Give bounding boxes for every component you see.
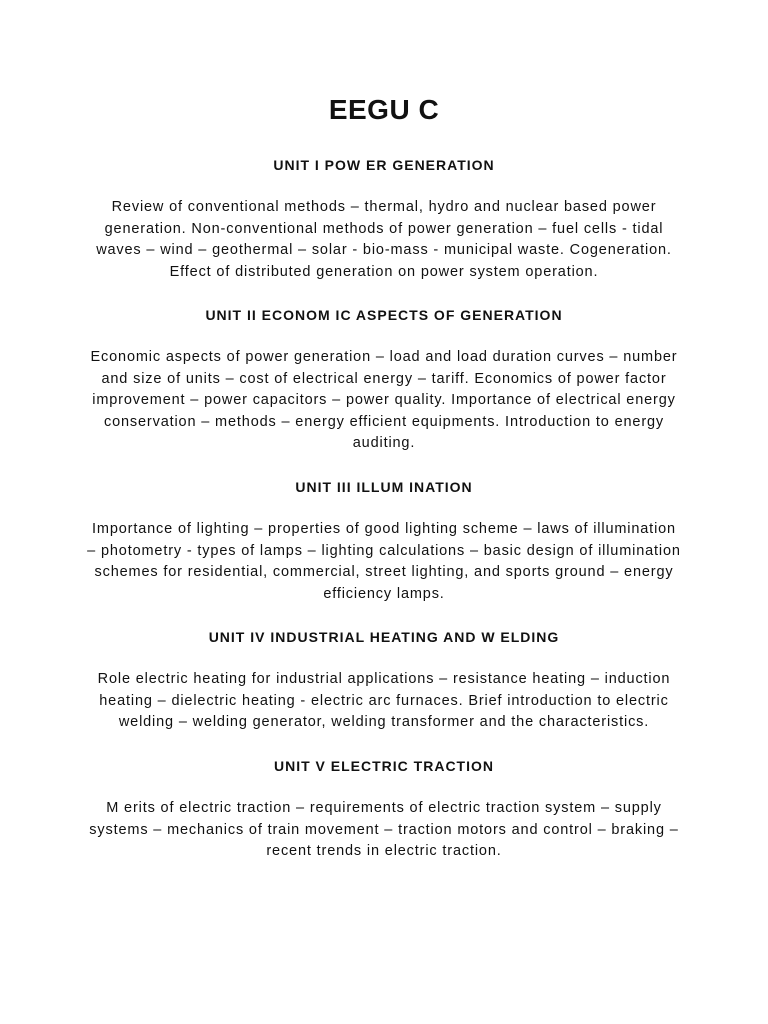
text-line: conservation – methods – energy efficient equipments. Introduction to energy (103, 413, 665, 430)
text-line: and size of units – cost of electrical energy – tariff. Economics of power factor (101, 370, 667, 387)
text-line: generation. Non-conventional methods of power generation – fuel cells - tidal (104, 220, 664, 237)
text-line: heating – dielectric heating - electric arc furnaces. Brief introduction to electric (99, 692, 669, 709)
text-line: Role electric heating for industrial applications – resistance heating – induction (97, 671, 671, 687)
text-line: M erits of electric traction – requirements of electric traction system – supply (106, 800, 662, 816)
text-line: systems – mechanics of train movement – traction motors and control – braking – (89, 821, 679, 838)
document-title: EEGU C (328, 94, 440, 125)
unit-5-heading: UNIT V ELECTRIC TRACTION (274, 758, 494, 774)
unit-2-description (84, 347, 684, 455)
text-line: schemes for residential, commercial, street lighting, and sports ground – energy (94, 564, 674, 580)
unit-1-description (84, 197, 684, 283)
text-line: auditing. (352, 435, 416, 451)
text-line: recent trends in electric traction. (266, 843, 502, 859)
unit-3-description (84, 519, 684, 605)
unit-5-description (84, 798, 684, 863)
text-line: Review of conventional methods – thermal, hydro and nuclear based power (111, 199, 657, 215)
text-line: Importance of lighting – properties of good lighting scheme – laws of illumination (92, 521, 676, 537)
text-line: efficiency lamps. (323, 585, 445, 602)
unit-1-heading: UNIT I POW ER GENERATION (273, 157, 495, 173)
text-line: Economic aspects of power generation – load and load duration curves – number (90, 349, 678, 365)
text-line: Effect of distributed generation on power system operation. (169, 263, 599, 280)
text-line: welding – welding generator, welding transformer and the characteristics. (118, 714, 650, 730)
unit-3-heading: UNIT III ILLUM INATION (295, 479, 473, 495)
text-line: waves – wind – geothermal – solar - bio-mass - municipal waste. Cogeneration. (96, 242, 672, 258)
text-line: – photometry - types of lamps – lighting calculations – basic design of illumination (87, 542, 681, 559)
text-line: improvement – power capacitors – power quality. Importance of electrical energy (92, 392, 676, 408)
unit-2-heading: UNIT II ECONOM IC ASPECTS OF GENERATION (205, 307, 563, 323)
unit-4-description (84, 669, 684, 734)
unit-4-heading: UNIT IV INDUSTRIAL HEATING AND W ELDING (208, 629, 560, 645)
